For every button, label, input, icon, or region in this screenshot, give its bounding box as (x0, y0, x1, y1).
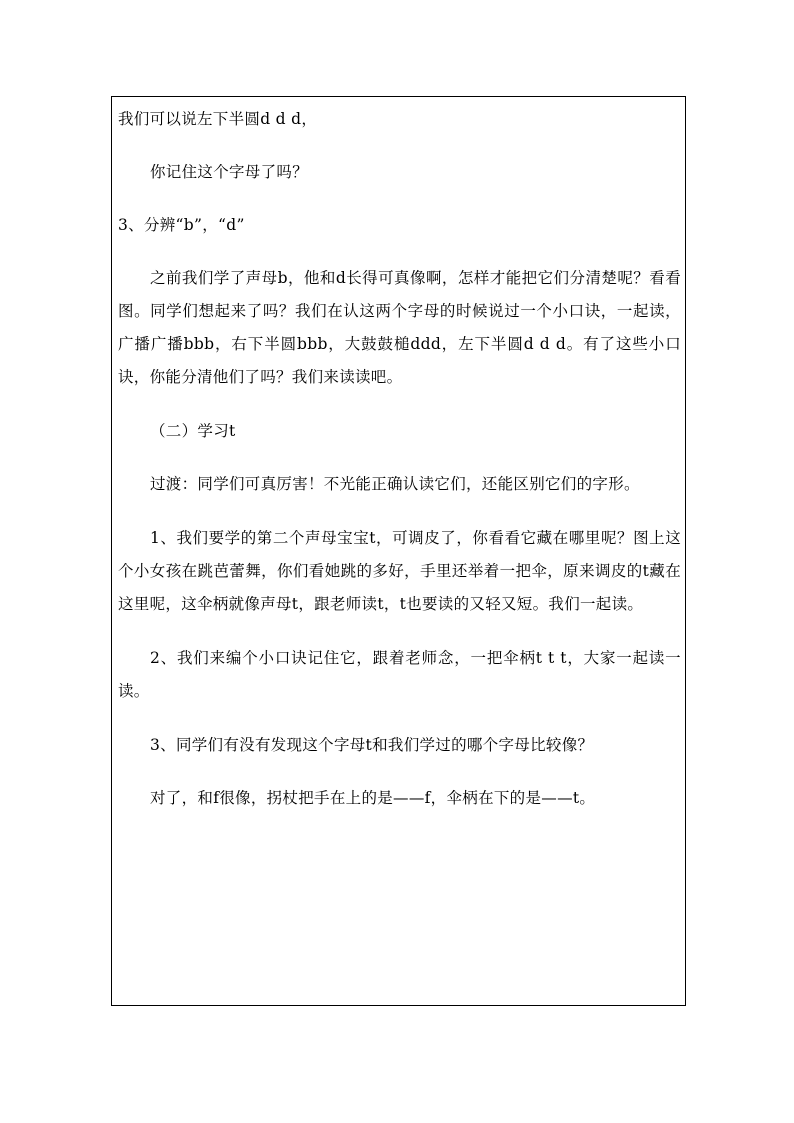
paragraph-4: 之前我们学了声母b，他和d长得可真像啊，怎样才能把它们分清楚呢？看看图。同学们想起来了吗？我们在认这两个字母的时候说过一个小口诀，一起读，广播广播bbb，右下半圆bbb，大鼓鼓槌ddd，左下半圆d d d。有了这些小口诀，你能分清他们了吗？我们来读读吧。 (118, 269, 681, 386)
paragraph-2: 你记住这个字母了吗？ (150, 163, 309, 181)
paragraph-5: （二）学习t (150, 422, 236, 440)
paragraph-8: 2、我们来编个小口诀记住它，跟着老师念，一把伞柄t t t，大家一起读一读。 (118, 649, 681, 700)
paragraph-6: 过渡：同学们可真厉害！不光能正确认读它们，还能区别它们的字形。 (150, 475, 640, 493)
document-table-cell (111, 96, 686, 1006)
paragraph-9: 3、同学们有没有发现这个字母t和我们学过的哪个字母比较像？ (150, 736, 594, 754)
paragraph-7: 1、我们要学的第二个声母宝宝t，可调皮了，你看看它藏在哪里呢？图上这个小女孩在跳芭蕾舞，你们看她跳的多好，手里还举着一把伞，原来调皮的t藏在这里呢，这伞柄就像声母t，跟老师读t，t也要读的又轻又短。我们一起读。 (118, 529, 681, 613)
document-content (118, 97, 681, 814)
paragraph-10: 对了，和f很像，拐杖把手在上的是——f，伞柄在下的是——t。 (150, 789, 596, 807)
paragraph-1: 我们可以说左下半圆d d d， (118, 110, 318, 128)
paragraph-3: 3、分辨“b”，“d” (118, 216, 245, 234)
